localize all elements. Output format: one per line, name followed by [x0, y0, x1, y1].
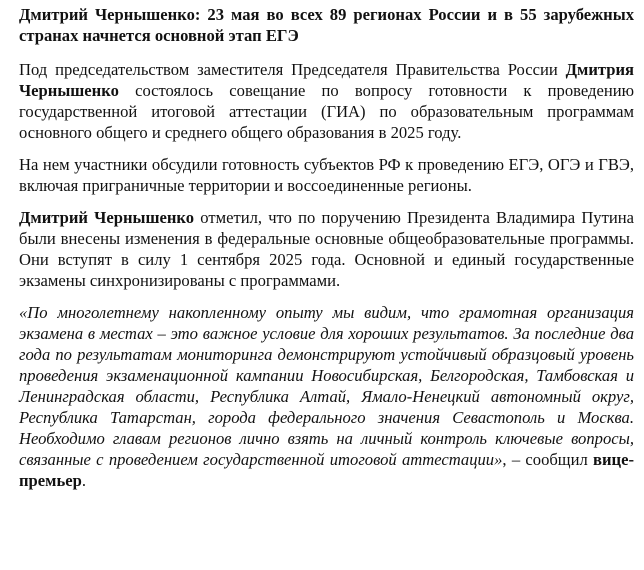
- paragraph-meeting-intro: Под председательством заместителя Председателя Правительства России: [19, 60, 566, 79]
- official-name-2: Дмитрий Чернышенко: [19, 208, 195, 227]
- article-title: Дмитрий Чернышенко: 23 мая во всех 89 регионах России и в 55 зарубежных странах начнется основной этап ЕГЭ: [19, 5, 634, 45]
- paragraph-programs: [19, 207, 634, 291]
- quote-attribution: , – сообщил: [502, 450, 594, 469]
- paragraph-discussion: На нем участники обсудили готовность субъектов РФ к проведению ЕГЭ, ОГЭ и ГВЭ, включая приграничные территории и воссоединенные регионы.: [19, 155, 634, 195]
- quote-end: .: [81, 471, 86, 490]
- quote-paragraph: [19, 302, 634, 491]
- paragraph-meeting-body: состоялось совещание по вопросу готовности к проведению государственной итоговой аттестации (ГИА) по образовательным программам основного общего и среднего общего образования в 2025 году.: [19, 81, 634, 142]
- paragraph-programs-body: отметил, что по поручению Президента Владимира Путина были внесены изменения в федеральные основные общеобразовательные программы. Они вступят в силу 1 сентября 2025 года. Основной и единый государственные экзамены синхронизированы с программами.: [19, 208, 634, 290]
- paragraph-meeting: [19, 59, 634, 143]
- quote-text: «По многолетнему накопленному опыту мы видим, что грамотная организация экзамена в местах – это важное условие для хороших результатов. За последние два года по результатам мониторинга демонстрируют устойчивый образцовый уровень проведения экзаменационной кампании Новосибирская, Белгородская, Тамбовская и Ленинградская области, Республика Алтай, Ямало-Ненецкий автономный округ, Республика Татарстан, города федерального значения Севастополь и Москва. Необходимо главам регионов лично взять на личный контроль ключевые вопросы, связанные с проведением государственной итоговой аттестации»: [19, 303, 634, 469]
- official-name: Дмитрия Чернышенко: [19, 60, 634, 100]
- quote-speaker: вице-премьер: [19, 450, 635, 490]
